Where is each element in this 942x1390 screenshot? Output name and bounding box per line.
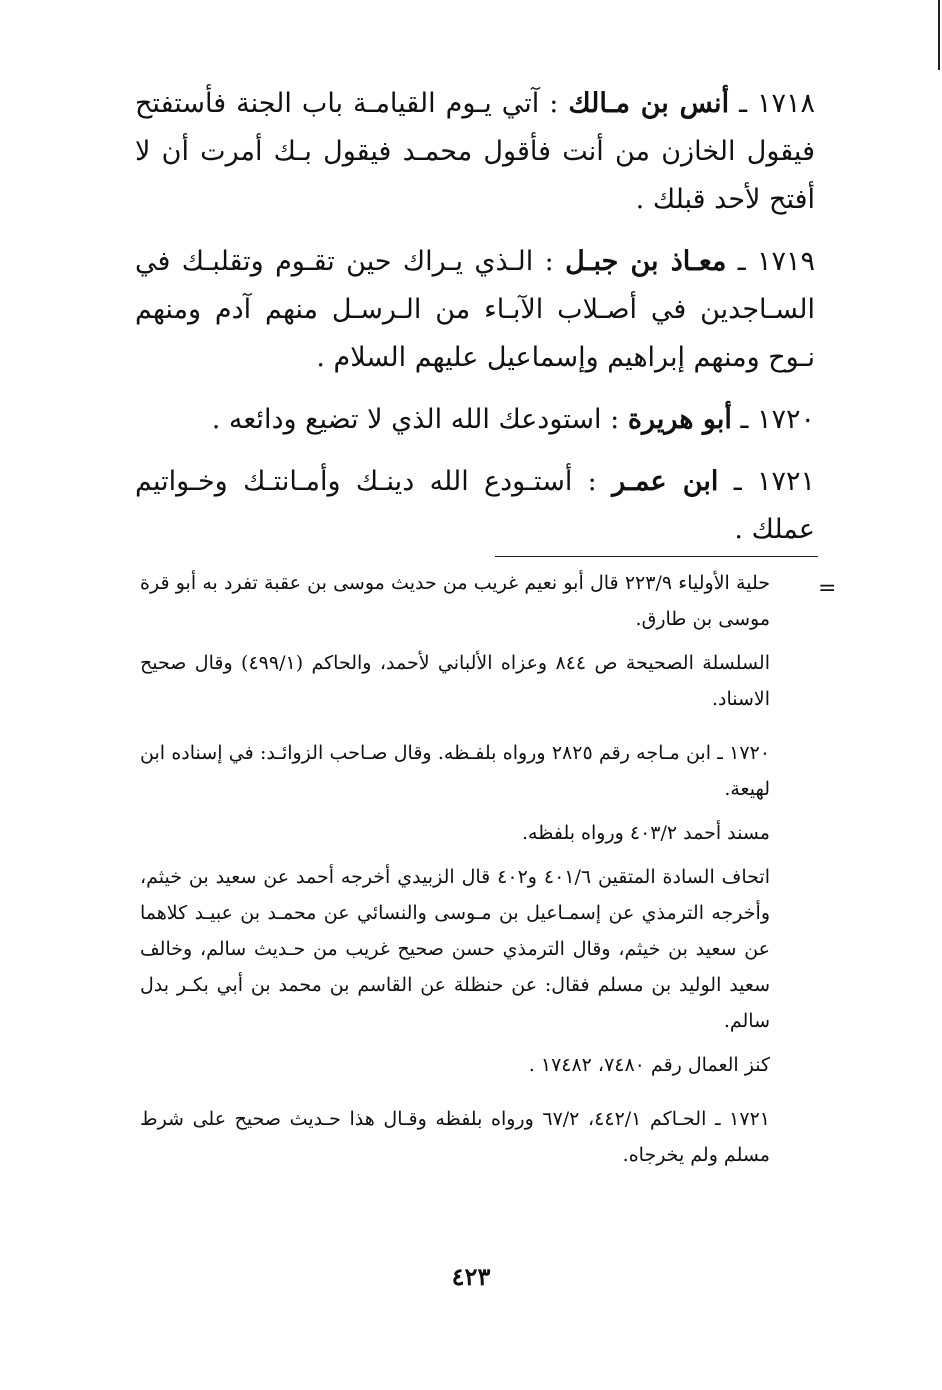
entry-text: : الـذي يـراك حين تقـوم وتقلبـك في السـاجدين في أصـلاب الآبـاء من الـرسـل منهم آدم ومنهم نـوح ومنهم إبراهيم وإسماعيل عليهم السلام . — [135, 246, 815, 373]
entry-narrator: أبو هريرة — [627, 404, 732, 435]
entry-narrator: معـاذ بن جبـل — [565, 246, 727, 277]
footnote: اتحاف السادة المتقين ٤٠١/٦ و٤٠٢ قال الزبيدي أخرجه أحمد عن سعيد بن خيثم، وأخرجه الترمذي عن إسمـاعيل بن مـوسى والنسائي عن محمـد بن عبيـد كلاهما عن سعيد بن خيثم، وقال الترمذي حسن صحيح غريب من حـديث سالم، وخالف سعيد الوليد بن مسلم فقال: عن حنظلة عن القاسم بن محمد بن أبي بكـر بدل سالم. — [140, 866, 770, 1032]
footnote: مسند أحمد ٤٠٣/٢ ورواه بلفظه. — [522, 822, 770, 844]
footnote: ١٧٢٠ ـ ابن مـاجه رقم ٢٨٢٥ ورواه بلفـظه. وقال صـاحب الزوائـد: في إسناده ابن لهيعة. — [140, 742, 770, 800]
footnote: ١٧٢١ ـ الحـاكم ٤٤٢/١، ٦٧/٢ ورواه بلفظه وقـال هذا حـديث صحيح على شرط مسلم ولم يخرجاه. — [140, 1108, 770, 1166]
entry-text: : آتي يـوم القيامـة باب الجنة فأستفتح فيقول الخازن من أنت فأقول محمـد فيقول بـك أمرت أن لا أفتح لأحد قبلك . — [135, 88, 815, 215]
entry-number: ١٧١٩ ـ — [737, 246, 815, 277]
footnote: حلية الأولياء ٢٢٣/٩ قال أبو نعيم غريب من حديث موسى بن عقبة تفرد به أبو قرة موسى بن طارق. — [140, 572, 770, 630]
entry-number: ١٧١٨ ـ — [739, 88, 815, 119]
entry-narrator: أنس بن مـالك — [568, 88, 730, 119]
main-text — [135, 80, 815, 568]
hadith-entry-1719 — [135, 238, 815, 382]
hadith-entry-1721 — [135, 458, 815, 554]
entry-text: : أستـودع الله دينـك وأمـانتـك وخـواتيم عملك . — [135, 466, 815, 545]
hadith-entry-1718 — [135, 80, 815, 224]
footnote-divider — [495, 556, 818, 557]
page-number: ٤٢٣ — [451, 1262, 491, 1291]
continuation-mark: = — [818, 576, 837, 601]
entry-text: : استودعك الله الذي لا تضيع ودائعه . — [211, 404, 620, 435]
entry-number: ١٧٢٠ ـ — [740, 404, 815, 435]
footnote: كنز العمال رقم ٧٤٨٠، ١٧٤٨٢ . — [528, 1054, 770, 1076]
hadith-entry-1720 — [135, 396, 815, 444]
footnote: السلسلة الصحيحة ص ٨٤٤ وعزاه الألباني لأحمد، والحاكم (٤٩٩/١) وقال صحيح الاسناد. — [140, 652, 770, 710]
footnotes — [140, 565, 820, 1181]
entry-number: ١٧٢١ ـ — [733, 466, 815, 497]
page-edge-line — [938, 0, 940, 70]
entry-narrator: ابن عمـر — [612, 466, 719, 497]
